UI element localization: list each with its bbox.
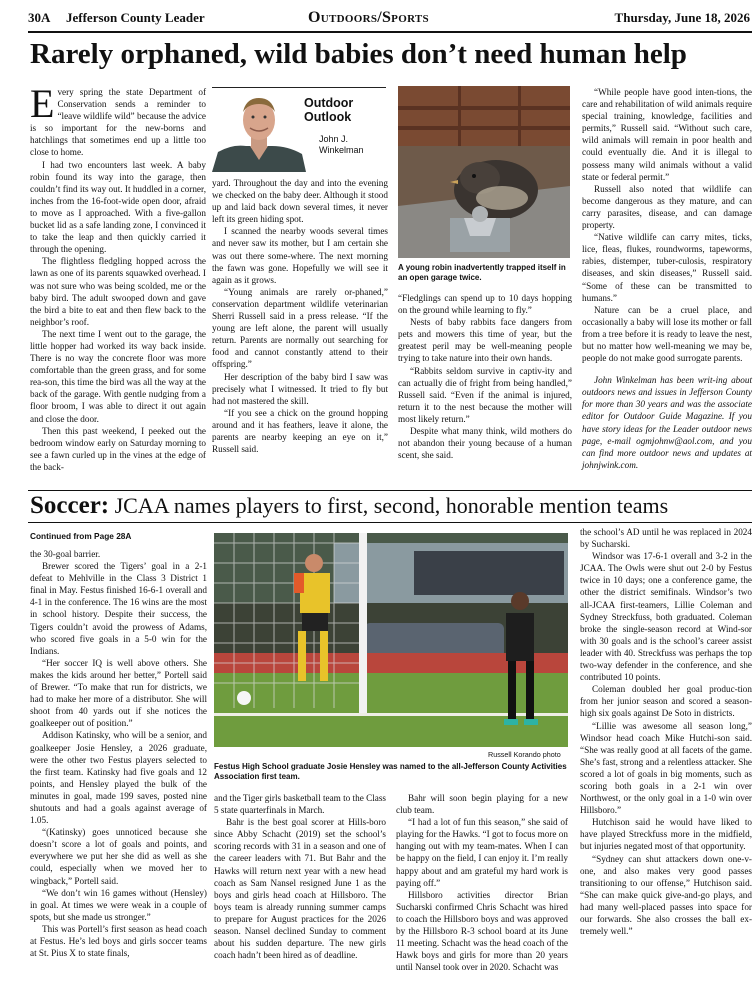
page-number: 30A <box>28 10 51 25</box>
issue-date: Thursday, June 18, 2026 <box>614 10 750 25</box>
robin-photo <box>398 86 570 258</box>
robin-image <box>398 86 570 258</box>
headline-rule <box>28 522 752 523</box>
article-column-4: “While people have good inten-tions, the care and rehabilitation of wild animals require special training, knowledge, facilities and permits,” Russell said. “Without such care, wild animals will remain in poor health and could eventually die. And it is illegal to possess many wild animals without a valid state or federal permit.” Russell also noted that wildlife can become dangerous as they mature, and can carry parasites, disease, and can damage property. “Native wildlife can carry mites, ticks, lice, fleas, flukes, roundworms, tapeworms, rabies, distemper, tuber-culosis, respiratory diseases, and skin diseases,” Russell said. “Some of these can be transmitted to humans.” Nature can be a cruel place, and occasionally a baby will lose its mother or fall from a tree before it is ready to leave the nest, but no matter how well-meaning we may be, people do not make good surrogate parents. John Winkelman has been writ-ing about outdoors news and issues in Jefferson County for more than 30 years and was the associate editor for Outdoor Guide Magazine. If you have story ideas for the Leader outdoor news page, e-mail ogmjohnw@aol.com, and you can find more outdoor news and updates at johnjwink.com. <box>582 87 752 470</box>
soccer-photo-caption: Festus High School graduate Josie Hensley was named to the all-Jefferson County Activities Association first team. <box>214 762 567 781</box>
soccer-headline: Soccer: JCAA names players to first, second, honorable mention teams <box>30 492 669 519</box>
soccer-column-1: the 30-goal barrier. Brewer scored the Tigers’ goal in a 2-1 defeat to Mehlville in the Class 3 District 1 final in May. Festus finished 16-6-1 overall and 4-1 in the conference. The 16 wins are the most in school history. Despite their success, the Tigers couldn’t avoid the prowess of Adams, who scored five goals in a 5-0 win for the Indians. “Her soccer IQ is well above others. She makes the kids around her better,” Portell said of Brewer. “To make that run for districts, we had to make her more of a distributor. She will shoot from 40 yards out if she notices the goalkeeper out of position.” Addison Katinsky, who will be a senior, and goalkeeper Josie Hensley, a 2026 graduate, were the other two Festus players selected to the first team. Katinsky had five goals and 12 points, and Hensley played the bulk of the minutes in goal, made 199 saves, posted nine shutouts and had a goals against average of 1.05. “(Katinsky) goes unnoticed because she doesn’t score a lot of goals and points, and everywhere we put her she did as well as she could, especially when we moved her to wingback,” Portell said. “We don’t win 16 games without (Hensley) in goal. At times we were weak in a couple of spots, but she made us stronger.” This was Portell’s first season as head coach at Festus. He’s led boys and girls soccer teams at St. Pius X to state finals, <box>30 549 207 959</box>
soccer-column-2: and the Tiger girls basketball team to the Class 5 state quarterfinals in March. Bahr is the best goal scorer at Hills-boro since Abby Schacht (2019) set the school’s scoring records with 31 in a season and one of the career leaders with 71. But Bahr and the Hawks will return next year with a new head coach as Sam Nansel resigned June 1 as the boys and girls head coach at Hillsboro. The boys team is already running summer camps to prepare for August practices for the 2026 season. Nansel declined Sunday to comment about his sudden departure. The new girls coach hadn’t been hired as of deadline. <box>214 793 386 961</box>
photo-credit: Russell Korando photo <box>488 750 561 759</box>
soccer-image <box>214 533 568 747</box>
columnist-headshot <box>212 90 306 172</box>
robin-photo-caption: A young robin inadvertently trapped itself in an open garage twice. <box>398 263 566 282</box>
article-column-2: yard. Throughout the day and into the evening we checked on the baby deer. Although it stood up and laid back down several times, it never left its green hiding spot. I scanned the nearby woods several times and never saw its mother, but I am certain she was out there some-where. The next morning the fawn was gone. Hopefully we will see it again as it grows. “Young animals are rarely or-phaned,” conservation department wildlife veterinarian Sherri Russell said in a press release. “If the young are left alone, the parent will usually return. Parents are normally out searching for food and cannot constantly attend to their offspring.” Her description of the baby bird I saw was precisely what I witnessed. It tried to fly but had not mastered the skill. “If you see a chick on the ground hopping around and it has feathers, leave it alone, the parents are nearby keeping an eye on it,” Russell said. <box>212 178 388 455</box>
story-headline: Rarely orphaned, wild babies don’t need human help <box>30 38 687 70</box>
column-name: Outdoor Outlook <box>304 96 354 124</box>
soccer-photo <box>214 533 568 747</box>
soccer-column-4: the school’s AD until he was replaced in 2024 by Sucharski. Windsor was 17-6-1 overall and 3-2 in the JCAA. The Owls were shut out 2-0 by Festus twice in 10 days; one a conference game, the other the district semifinals. Windsor’s two all-JCAA first-teamers, Lillie Coleman and Sydney Streckfuss, both graduated. Coleman broke the single-season record at Wind-sor with 30 goals and is the school’s career assist leader with 40. Streckfuss was perhaps the top two-way defender in the conference, and she contributed 10 points. Coleman doubled her goal produc-tion from her junior season and scored a season-high six goals against De Soto in districts. “Lillie was awesome all season long,” Windsor head coach Mike Hutchi-son said. “She was really good at all facets of the game. She’s fast, strong and a relentless attacker. She scored a lot of goals in big moments, such as scoring both goals in a 2-1 win over Northwest, or the only goal in a 1-0 win over Hillsboro.” Hutchison said he would have liked to have played Streckfuss more in the midfield, but injuries negated most of that opportunity. “Sydney can shut attackers down one-v-one, and also makes very good passes transitioning to our offense,” Hutchison said. “She can make quick give-and-go plays, and had many well-placed passes into space for our forwards. She also crosses the ball ex-tremely well.” <box>580 527 752 937</box>
column-author: John J. Winkelman <box>319 134 364 155</box>
section-name: Outdoors/Sports <box>308 9 429 26</box>
soccer-column-3: Bahr will soon begin playing for a new club team. “I had a lot of fun this season,” she said of playing for the Hawks. “I got to focus more on hanging out with my team-mates. When I can be happy on the field, I can enjoy it. I’m really happy about and am grateful my hard work is paying off.” Hillsboro activities director Brian Sucharski confirmed Chris Schacht was hired to coach the Hillsboro boys and was approved by the Hillsboro R-3 school board at its June 11 meeting. Schacht was the head coach of the Hawk boys and girls for more than 20 years until Nansel took over in 2020. Schacht was <box>396 793 568 973</box>
story-divider <box>28 490 752 491</box>
columnist-box <box>212 87 386 172</box>
jump-line: Continued from Page 28A <box>30 531 132 541</box>
drop-cap: E <box>30 81 55 126</box>
article-column-3: “Fledglings can spend up to 10 days hopping on the ground while learning to fly.” Nests of baby rabbits face dangers from pets and mowers this time of year, but the greatest peril may be well-meaning people trying to take nature into their own hands. “Rabbits seldom survive in captiv-ity and can actually die of fright from being handled,” Russell said. “Even if the animal is injured, return it to the nest because the mother will most likely return.” Despite what many think, wild mothers do not abandon their young because of a human scent, she said. <box>398 293 572 461</box>
author-bio: John Winkelman has been writ-ing about outdoors news and issues in Jefferson County for more than 30 years and was the associate editor for Outdoor Guide Magazine. If you have story ideas for the Leader outdoor news page, e-mail ogmjohnw@aol.com, and you can find more outdoor news and updates at johnjwink.com. <box>582 375 752 470</box>
masthead-rule <box>28 31 752 33</box>
article-column-1: Every spring the state Department of Conservation sends a reminder to “leave wildlife wild” because the advice is so important for the new-borns and hatchlings that sometimes end up a little too close to home. I had two encounters last week. A baby robin found its way into the garage, then couldn’t find its way out. It huddled in a corner, inches from the 16-foot-wide open door, afraid to move as I approached. With a five-gallon bucket lid as a safe landing zone, I convinced it to take the leap and then quickly carried it through the opening. The flightless fledgling hopped across the lawn as one of its parents squawked overhead. I was not sure who was being scolded, me or the baby bird. The adult swooped down and gave the bird a bite to eat and then flew back to the neighbor’s roof. The next time I went out to the garage, the little hopper had worked its way back inside. There is no way the concrete floor was more comfortable than the green grass, and for some rea-son, this time the bird was all the way at the back of the garage. With gentle nudging from a floor broom, I was able to direct it out again and close the door. Then this past weekend, I peeked out the bedroom window early on Saturday morning to see a fawn curled up in the vines at the edge of the back- <box>30 81 206 472</box>
paper-name: Jefferson County Leader <box>66 10 205 25</box>
